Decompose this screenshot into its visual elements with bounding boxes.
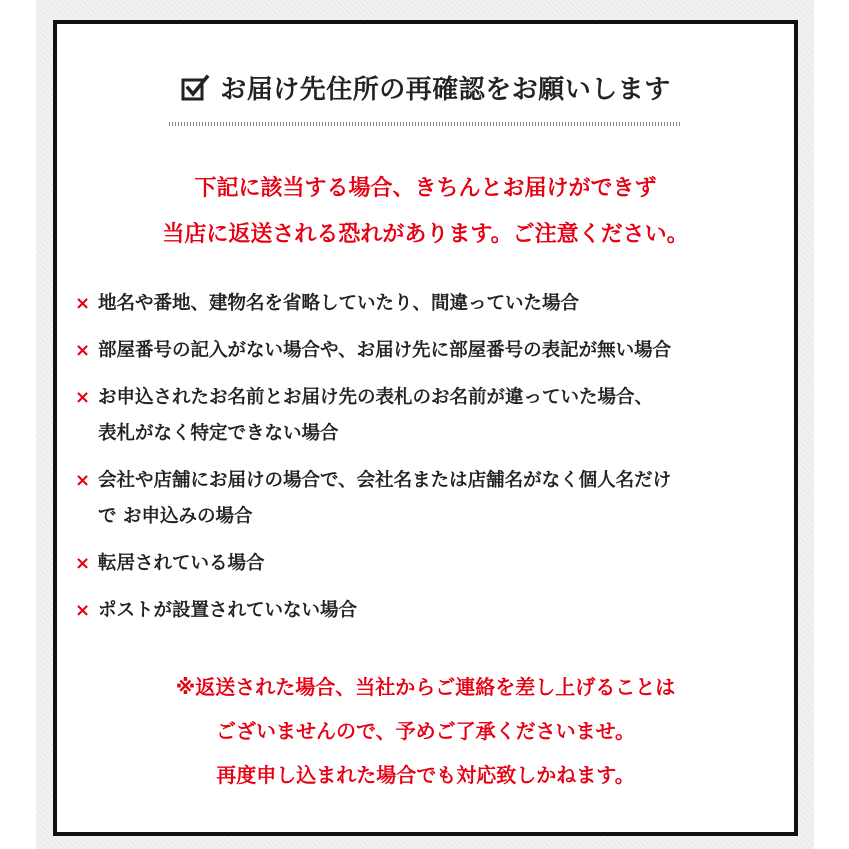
warning-line-2: 当店に返送される恐れがあります。ご注意ください。 — [162, 222, 689, 247]
list-item-text: 転居されている場合 — [98, 553, 265, 574]
cross-icon: × — [75, 600, 91, 621]
note-line-1: ※返送された場合、当社からご連絡を差し上げることは — [175, 675, 676, 699]
notice-card — [53, 20, 798, 836]
case-list — [75, 286, 786, 640]
title-row — [57, 69, 794, 106]
note-line-2: ございませんので、予めご了承くださいませ。 — [216, 719, 635, 743]
page-title: お届け先住所の再確認をお願いします — [220, 75, 671, 105]
cross-icon: × — [75, 470, 91, 491]
note-line-3: 再度申し込まれた場合でも対応致しかねます。 — [216, 763, 635, 787]
list-item — [75, 333, 786, 369]
title-divider — [169, 122, 681, 126]
cross-icon: × — [75, 340, 91, 361]
return-note — [57, 665, 794, 797]
cross-icon: × — [75, 293, 91, 314]
cross-icon: × — [75, 387, 91, 408]
list-item — [75, 593, 786, 629]
cross-icon: × — [75, 553, 91, 574]
warning-line-1: 下記に該当する場合、きちんとお届けができず — [194, 176, 657, 201]
list-item-text: 会社や店舗にお届けの場合で、会社名または店舗名がなく個人名だけ で お申込みの場合 — [98, 470, 672, 527]
list-item-text: 部屋番号の記入がない場合や、お届け先に部屋番号の表記が無い場合 — [98, 340, 672, 361]
list-item — [75, 286, 786, 322]
list-item — [75, 546, 786, 582]
warning-message — [57, 166, 794, 258]
list-item — [75, 463, 786, 535]
list-item-text: 地名や番地、建物名を省略していたり、間違っていた場合 — [98, 293, 580, 314]
list-item-text: ポストが設置されていない場合 — [98, 600, 358, 621]
list-item — [75, 380, 786, 452]
checkbox-check-icon — [180, 73, 210, 103]
list-item-text: お申込されたお名前とお届け先の表札のお名前が違っていた場合、 表札がなく特定できない場合 — [98, 387, 654, 444]
